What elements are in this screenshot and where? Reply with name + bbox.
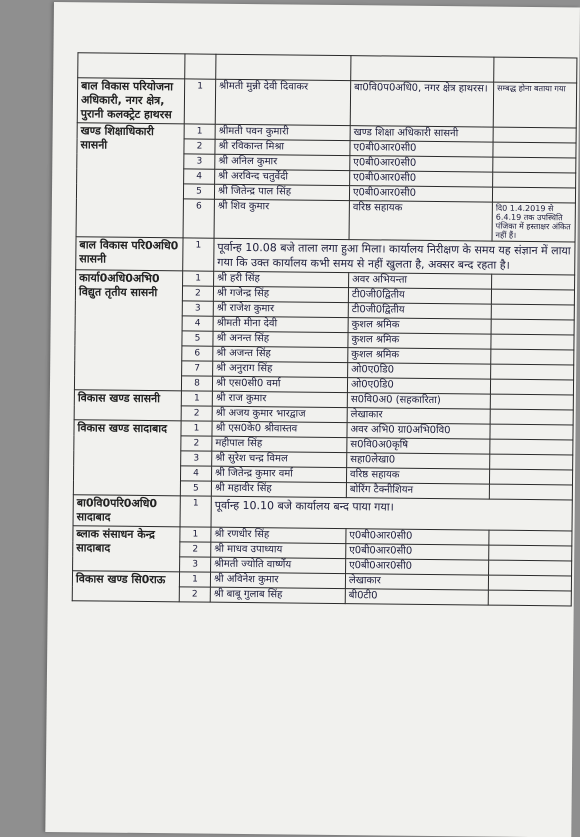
employee-name: श्री हरी सिंह: [214, 271, 349, 287]
serial-number: 2: [181, 436, 212, 451]
employee-name: श्री सुरेश चन्द्र विमल: [212, 451, 347, 467]
employee-name: श्री राजेश कुमार: [213, 301, 348, 317]
remark-cell: [493, 127, 576, 143]
serial-number: 1: [184, 79, 215, 124]
remark-cell: [493, 172, 576, 188]
employee-designation: बी0टी0: [345, 589, 488, 605]
employee-designation: ओ0ए0डि0: [348, 363, 491, 379]
employee-designation: वरिष्ठ सहायक: [346, 468, 489, 484]
office-note: पूर्वान्ह 10.10 बजे कार्यालय बन्द पाया गया।: [211, 496, 572, 531]
remark-cell: [491, 364, 574, 380]
serial-number: 5: [183, 184, 214, 199]
remark-cell: [491, 319, 574, 335]
serial-number: 3: [181, 451, 212, 466]
employee-name: श्री अरविन्द चतुर्वेदी: [215, 169, 350, 185]
employee-name: श्रीमती मुन्नी देवी दिवाकर: [215, 79, 350, 125]
office-name: विकास खण्ड सि0राऊ: [72, 571, 179, 602]
inspection-table: [72, 52, 578, 606]
remark-cell: सम्बद्ध होना बताया गया: [493, 82, 576, 128]
serial-number: 2: [184, 139, 215, 154]
office-name: बाल विकास परियोजना अधिकारी, नगर क्षेत्र, पुरानी कलक्ट्रेट हाथरस: [77, 78, 184, 124]
serial-number: 1: [181, 421, 212, 436]
serial-number: 3: [184, 154, 215, 169]
employee-name: श्री महावीर सिंह: [211, 481, 346, 497]
remark-cell: [490, 439, 573, 455]
employee-designation: ए0बी0आर0सी0: [346, 559, 489, 575]
employee-designation: अवर अभि0 ग्रा0अभि0वि0: [347, 423, 490, 439]
remark-cell: [490, 409, 573, 425]
serial-number: 1: [181, 391, 212, 406]
employee-designation: टी0जी0द्वितीय: [348, 288, 491, 304]
note-row: [76, 237, 575, 275]
serial-number: 2: [182, 286, 213, 301]
remark-cell: [490, 394, 573, 410]
employee-designation: कुशल श्रमिक: [348, 318, 491, 334]
employee-name: श्री अजन्त सिंह: [213, 346, 348, 362]
office-name: विकास खण्ड सासनी: [74, 390, 181, 421]
remark-cell: [489, 560, 572, 576]
serial-number: 7: [182, 361, 213, 376]
serial-number: 4: [184, 169, 215, 184]
office-name: खण्ड शिक्षाधिकारी सासनी: [76, 123, 184, 238]
remark-cell: [490, 424, 573, 440]
employee-name: श्री जितेन्द्र कुमार वर्मा: [211, 466, 346, 482]
serial-number: 3: [180, 557, 211, 572]
remark-cell: [493, 157, 576, 173]
serial-number: 2: [181, 406, 212, 421]
office-note: पूर्वान्ह 10.08 बजे ताला लगा हुआ मिला। कार्यालय निरीक्षण के समय यह संज्ञान में लाया गया कि उक्त कार्यालय कभी समय से नहीं खुलता है, अक्सर बन्द रहता है।: [214, 238, 575, 275]
employee-designation: ए0बी0आर0सी0: [350, 141, 493, 157]
staff-row: [77, 78, 576, 128]
serial-number: 2: [180, 542, 211, 557]
employee-designation: सहा0लेखा0: [347, 453, 490, 469]
remark-cell: [489, 469, 572, 485]
employee-designation: स0वि0अ0कृषि: [347, 438, 490, 454]
serial-number: 5: [180, 481, 211, 496]
employee-designation: ए0बी0आर0सी0: [350, 156, 493, 172]
office-name: बाल विकास परि0अधि0 सासनी: [76, 237, 183, 271]
employee-name: श्री एस0के0 श्रीवास्तव: [212, 421, 347, 437]
remark-cell: [489, 484, 572, 500]
header-cell-remark: [494, 57, 577, 83]
serial-number: 1: [180, 527, 211, 542]
serial-number: 1: [183, 271, 214, 286]
employee-name: श्री एस0सी0 वर्मा: [212, 376, 347, 392]
employee-designation: अवर अभियन्ता: [349, 273, 492, 289]
employee-designation: कुशल श्रमिक: [348, 348, 491, 364]
employee-name: श्री अविनेश कुमार: [210, 572, 345, 588]
serial-number: 6: [183, 199, 214, 238]
employee-name: श्रीमती मीना देवी: [213, 316, 348, 332]
employee-designation: ए0बी0आर0सी0: [346, 544, 489, 560]
serial-number: 4: [180, 466, 211, 481]
office-name: विकास खण्ड सादाबाद: [73, 420, 181, 496]
document-page: [45, 2, 580, 837]
employee-designation: ओ0ए0डि0: [347, 378, 490, 394]
employee-name: श्री माधव उपाध्याय: [211, 542, 346, 558]
employee-designation: लेखाकार: [345, 574, 488, 590]
employee-name: श्री बाबू गुलाब सिंह: [210, 587, 345, 603]
serial-number: 1: [184, 124, 215, 139]
employee-designation: ए0बी0आर0सी0: [349, 186, 492, 202]
employee-designation: बोरिंग टैक्नीशियन: [346, 483, 489, 499]
serial-number: 1: [179, 572, 210, 587]
employee-designation: स0वि0अ0 (सहकारिता): [347, 393, 490, 409]
serial-number: 5: [182, 331, 213, 346]
header-cell-designation: [351, 56, 494, 82]
employee-name: महीपाल सिंह: [212, 436, 347, 452]
remark-cell: [488, 590, 571, 606]
remark-cell: [492, 274, 575, 290]
header-cell-name: [216, 54, 351, 80]
employee-name: श्री अजय कुमार भारद्वाज: [212, 406, 347, 422]
remark-cell: [491, 334, 574, 350]
remark-cell: [489, 530, 572, 546]
employee-name: श्री अनिल कुमार: [215, 154, 350, 170]
header-cell-sno: [185, 54, 216, 79]
employee-name: श्री अनुराग सिंह: [213, 361, 348, 377]
employee-name: श्री रणधीर सिंह: [211, 527, 346, 543]
serial-number: 2: [179, 587, 210, 602]
employee-name: श्री गजेन्द्र सिंह: [213, 286, 348, 302]
employee-name: श्री रविकान्त मिश्रा: [215, 139, 350, 155]
remark-cell: [489, 545, 572, 561]
remark-cell: [490, 454, 573, 470]
employee-designation: ए0बी0आर0सी0: [346, 529, 489, 545]
remark-cell: [492, 187, 575, 203]
office-name: बा0वि0परि0अधि0 सादाबाद: [73, 495, 180, 527]
serial-number: 6: [182, 346, 213, 361]
serial-number: 4: [182, 316, 213, 331]
employee-name: श्री जितेन्द्र पाल सिंह: [214, 184, 349, 200]
remark-cell: [493, 142, 576, 158]
remark-cell: [491, 289, 574, 305]
employee-designation: कुशल श्रमिक: [348, 333, 491, 349]
employee-name: श्री राज कुमार: [212, 391, 347, 407]
employee-designation: टी0जी0द्वितीय: [348, 303, 491, 319]
office-name: कार्या0अधि0अभि0 विद्युत तृतीय सासनी: [74, 270, 182, 391]
office-name: ब्लाक संसाधन केन्द्र सादाबाद: [73, 526, 180, 572]
serial-number: 3: [182, 301, 213, 316]
serial-number: 8: [181, 376, 212, 391]
employee-name: श्रीमती ज्योति वार्ष्णेय: [211, 557, 346, 573]
remark-cell: [491, 349, 574, 365]
remark-cell: [488, 575, 571, 591]
employee-designation: वरिष्ठ सहायक: [349, 201, 492, 241]
remark-cell: [491, 304, 574, 320]
employee-name: श्री अनन्त सिंह: [213, 331, 348, 347]
employee-designation: खण्ड शिक्षा अधिकारी सासनी: [350, 126, 493, 142]
employee-designation: ए0बी0आर0सी0: [350, 171, 493, 187]
remark-cell: दि0 1.4.2019 से 6.4.19 तक उपस्थिति पंजिका में हस्ताक्षर अंकित नहीं हैं।: [492, 202, 575, 242]
serial-number: 1: [180, 496, 211, 527]
employee-designation: बा0वि0प0अधि0, नगर क्षेत्र हाथरस।: [350, 81, 493, 127]
serial-number: 1: [183, 238, 214, 271]
employee-name: श्रीमती पवन कुमारी: [215, 124, 350, 140]
employee-designation: लेखाकार: [347, 408, 490, 424]
employee-name: श्री शिव कुमार: [214, 199, 349, 239]
header-cell-office: [78, 53, 185, 79]
remark-cell: [490, 379, 573, 395]
